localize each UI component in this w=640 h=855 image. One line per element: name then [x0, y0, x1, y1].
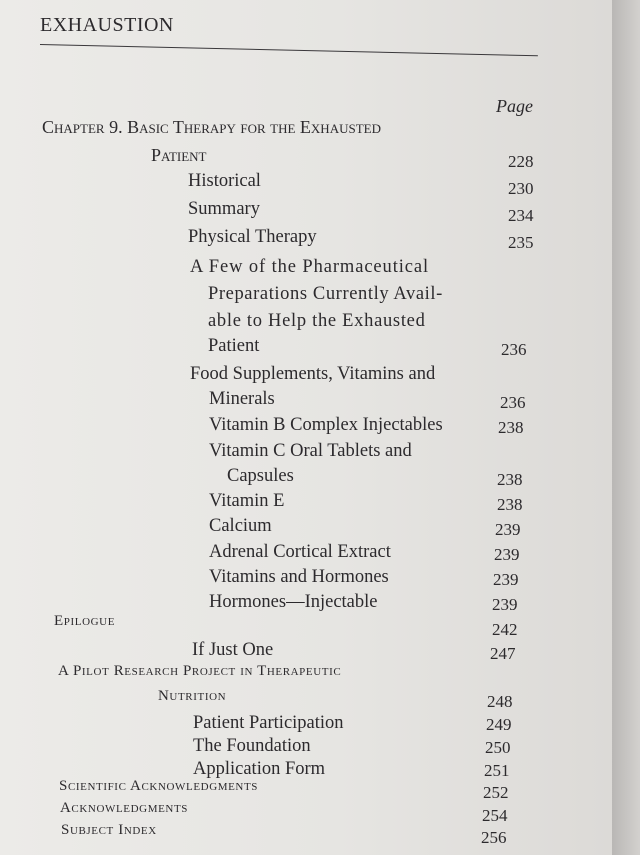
toc-entry: Patient: [208, 336, 260, 356]
toc-page-number: 252: [483, 783, 509, 802]
toc-entry: Minerals: [209, 389, 275, 409]
toc-entry: The Foundation: [193, 736, 311, 756]
toc-page-number: 239: [493, 570, 519, 589]
toc-section-heading: Acknowledgments: [60, 800, 188, 816]
toc-entry: Nutrition: [158, 688, 227, 704]
toc-chapter-title: Chapter 9. Basic Therapy for the Exhausted: [42, 117, 381, 137]
toc-page-number: 242: [492, 620, 518, 639]
toc-entry: Vitamin C Oral Tablets and: [209, 441, 412, 461]
toc-page-number: 238: [498, 418, 524, 437]
toc-entry: Patient: [151, 145, 207, 165]
toc-page-number: 228: [508, 152, 534, 171]
toc-page-number: 250: [485, 738, 511, 757]
toc-entry: Physical Therapy: [188, 227, 317, 247]
toc-entry: Food Supplements, Vitamins and: [190, 364, 436, 384]
toc-page-number: 256: [481, 828, 507, 847]
toc-page-number: 234: [508, 206, 534, 225]
toc-entry: Vitamin E: [209, 491, 285, 511]
toc-entry: Hormones—Injectable: [209, 592, 378, 612]
toc-entry: able to Help the Exhausted: [208, 311, 426, 331]
toc-page-number: 248: [487, 692, 513, 711]
header-rule: [40, 44, 538, 56]
toc-entry: Preparations Currently Avail-: [208, 284, 443, 304]
page-column-label: Page: [496, 96, 533, 116]
toc-page-number: 236: [500, 393, 526, 412]
toc-page-number: 247: [490, 644, 516, 663]
toc-page-number: 230: [508, 179, 534, 198]
toc-page-number: 239: [494, 545, 520, 564]
toc-page-number: 249: [486, 715, 512, 734]
toc-entry: A Few of the Pharmaceutical: [190, 257, 430, 277]
page-edge-shadow: [612, 0, 640, 855]
toc-entry: Vitamin B Complex Injectables: [209, 415, 443, 435]
toc-entry: Historical: [188, 171, 261, 191]
running-head: EXHAUSTION: [40, 14, 174, 36]
toc-entry: If Just One: [192, 640, 274, 660]
toc-entry: Calcium: [209, 516, 272, 536]
toc-entry: Capsules: [227, 466, 294, 486]
toc-page-number: 236: [501, 340, 527, 359]
toc-section-heading: Scientific Acknowledgments: [59, 778, 259, 794]
toc-page-number: 235: [508, 233, 534, 252]
toc-entry: Adrenal Cortical Extract: [209, 542, 391, 562]
toc-page-number: 239: [492, 595, 518, 614]
toc-entry: Patient Participation: [193, 713, 344, 733]
toc-entry: Vitamins and Hormones: [209, 567, 389, 587]
toc-section-heading: Epilogue: [54, 613, 116, 629]
toc-section-heading: A Pilot Research Project in Therapeutic: [58, 663, 342, 679]
toc-section-heading: Subject Index: [61, 822, 157, 838]
toc-page-number: 251: [484, 761, 510, 780]
toc-page-number: 238: [497, 495, 523, 514]
toc-page-number: 238: [497, 470, 523, 489]
toc-page-number: 239: [495, 520, 521, 539]
toc-entry: Application Form: [193, 759, 326, 779]
toc-entry: Summary: [188, 199, 260, 219]
toc-page-number: 254: [482, 806, 508, 825]
